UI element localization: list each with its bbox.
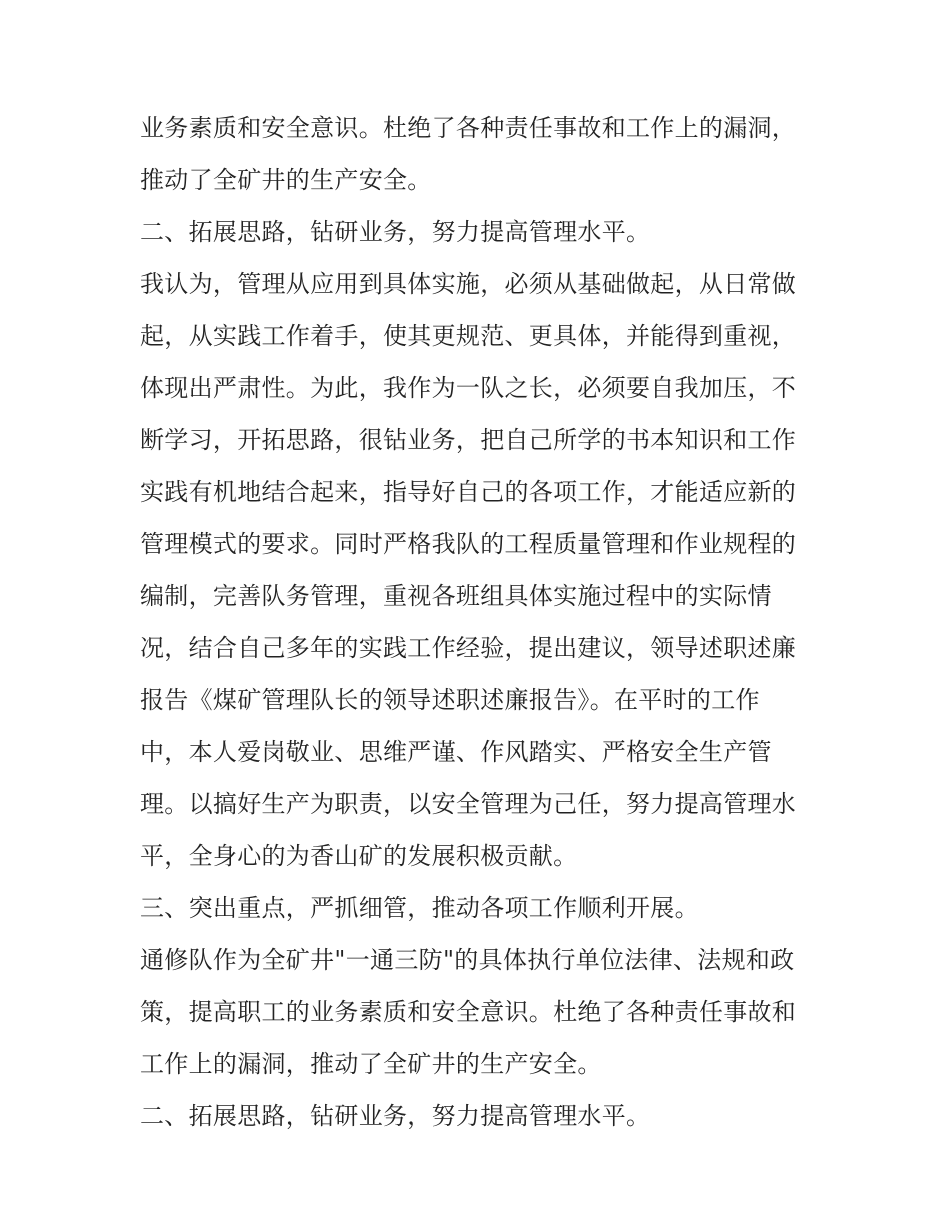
text-line: 推动了全矿井的生产安全。	[140, 166, 432, 194]
text-line: 断学习，开拓思路，很钻业务，把自己所学的书本知识和工作	[140, 426, 797, 454]
text-line: 我认为，管理从应用到具体实施，必须从基础做起，从日常做	[140, 270, 797, 298]
text-line: 中，本人爱岗敬业、思维严谨、作风踏实、严格安全生产管	[140, 738, 772, 766]
text-line: 策，提高职工的业务素质和安全意识。杜绝了各种责任事故和	[140, 998, 797, 1026]
text-line: 编制，完善队务管理，重视各班组具体实施过程中的实际情	[140, 582, 772, 610]
text-line: 通修队作为全矿井"一通三防"的具体执行单位法律、法规和政	[140, 946, 795, 974]
text-line: 业务素质和安全意识。杜绝了各种责任事故和工作上的漏洞，	[140, 114, 797, 142]
text-line: 起，从实践工作着手，使其更规范、更具体，并能得到重视，	[140, 322, 797, 350]
text-line: 工作上的漏洞，推动了全矿井的生产安全。	[140, 1050, 602, 1078]
text-line: 实践有机地结合起来，指导好自己的各项工作，才能适应新的	[140, 478, 797, 506]
text-line: 管理模式的要求。同时严格我队的工程质量管理和作业规程的	[140, 530, 797, 558]
text-line: 况，结合自己多年的实践工作经验，提出建议，领导述职述廉	[140, 634, 797, 662]
section-heading: 二、拓展思路，钻研业务，努力提高管理水平。	[140, 218, 651, 246]
document-body	[140, 102, 820, 1142]
section-heading: 三、突出重点，严抓细管，推动各项工作顺利开展。	[140, 894, 699, 922]
text-line: 体现出严肃性。为此，我作为一队之长，必须要自我加压，不	[140, 374, 797, 402]
text-line: 报告《煤矿管理队长的领导述职述廉报告》。在平时的工作	[140, 686, 760, 714]
text-line: 平，全身心的为香山矿的发展积极贡献。	[140, 842, 578, 870]
text-line: 理。以搞好生产为职责，以安全管理为己任，努力提高管理水	[140, 790, 797, 818]
section-heading: 二、拓展思路，钻研业务，努力提高管理水平。	[140, 1102, 651, 1130]
